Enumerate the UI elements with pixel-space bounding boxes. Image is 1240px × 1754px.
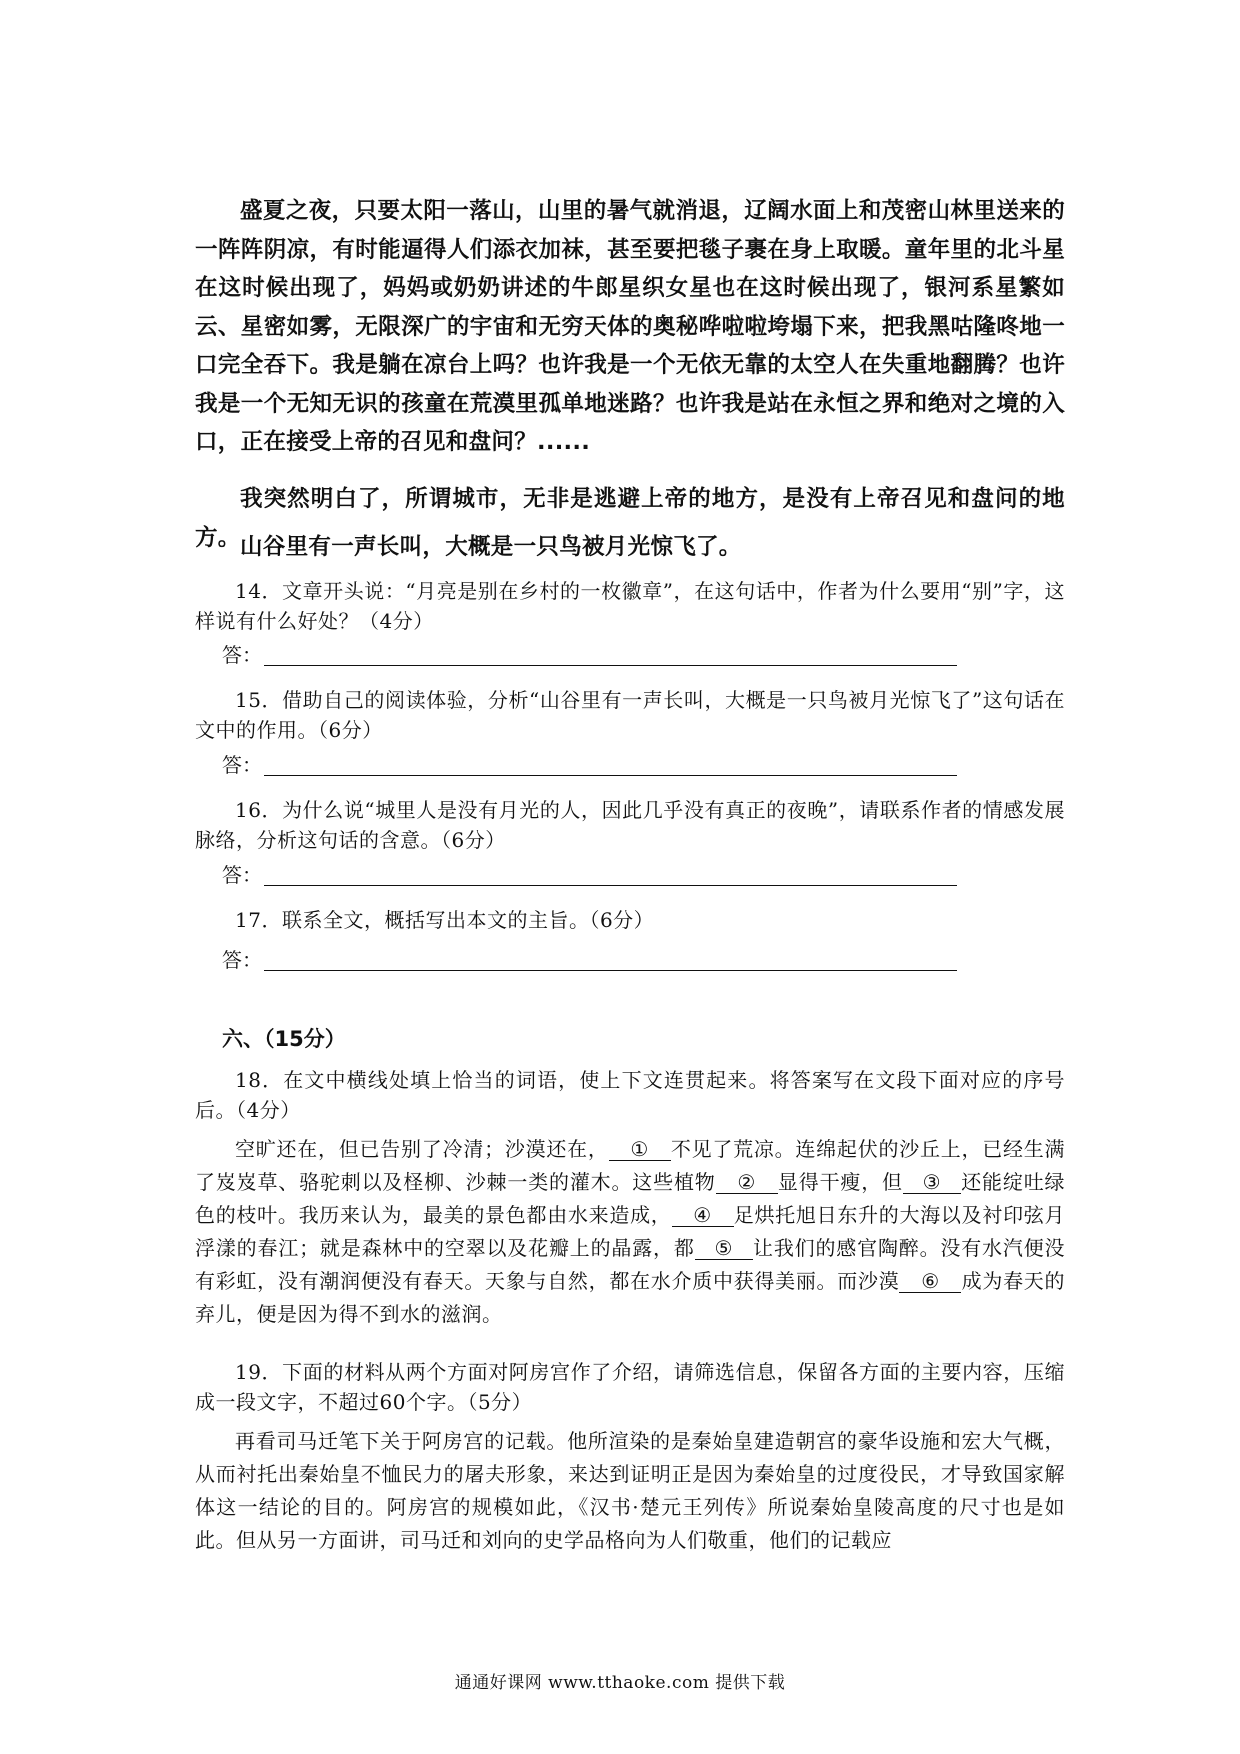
blank-3[interactable]: ③ xyxy=(903,1171,961,1194)
answer-label: 答： xyxy=(222,948,262,972)
question-19-material: 再看司马迁笔下关于阿房宫的记载。他所渲染的是秦始皇建造朝宫的豪华设施和宏大气概，从而衬托出秦始皇不恤民力的屠夫形象，来达到证明正是因为秦始皇的过度役民，才导致国家解体这一结论的目的。阿房宫的规模如此，《汉书·楚元王列传》所说秦始皇陵高度的尺寸也是如此。但从另一方面讲，司马迁和刘向的史学品格向为人们敬重，他们的记载应 xyxy=(195,1429,1065,1552)
question-16: 16．为什么说“城里人是没有月光的人，因此几乎没有真正的夜晚”，请联系作者的情感发展脉络，分析这句话的含意。（6分） xyxy=(195,798,1065,852)
answer-line-16[interactable] xyxy=(222,860,957,890)
question-14: 14．文章开头说：“月亮是别在乡村的一枚徽章”，在这句话中，作者为什么要用“别”字，这样说有什么好处？（4分） xyxy=(195,579,1065,633)
question-19: 19．下面的材料从两个方面对阿房宫作了介绍，请筛选信息，保留各方面的主要内容，压缩成一段文字，不超过60个字。（5分） xyxy=(195,1360,1065,1414)
passage-paragraph-2: 我突然明白了，所谓城市，无非是逃避上帝的地方，是没有上帝召见和盘问的地方。 xyxy=(195,486,1065,551)
blank-2[interactable]: ② xyxy=(716,1171,778,1194)
blank-1[interactable]: ① xyxy=(609,1138,671,1161)
question-18: 18．在文中横线处填上恰当的词语，使上下文连贯起来。将答案写在文段下面对应的序号后。（4分） xyxy=(195,1068,1065,1122)
blank-6[interactable]: ⑥ xyxy=(899,1270,961,1293)
answer-line-15[interactable] xyxy=(222,750,957,780)
answer-line-14[interactable] xyxy=(222,640,957,670)
section-6-heading: 六、（15分） xyxy=(222,1027,346,1051)
blank-5[interactable]: ⑤ xyxy=(695,1237,753,1260)
passage-paragraph-3: 山谷里有一声长叫，大概是一只鸟被月光惊飞了。 xyxy=(240,534,742,560)
footer-download-note: 通通好课网 www.tthaoke.com 提供下载 xyxy=(454,1673,786,1693)
question-17: 17．联系全文，概括写出本文的主旨。（6分） xyxy=(235,908,655,932)
answer-label: 答： xyxy=(222,753,262,777)
answer-label: 答： xyxy=(222,643,262,667)
passage-paragraph-1: 盛夏之夜，只要太阳一落山，山里的暑气就消退，辽阔水面上和茂密山林里送来的一阵阵阴凉，有时能逼得人们添衣加袜，甚至要把毯子裹在身上取暖。童年里的北斗星在这时候出现了，妈妈或奶奶讲述的牛郎星织女星也在这时候出现了，银河系星繁如云、星密如雾，无限深广的宇宙和无穷天体的奥秘哗啦啦垮塌下来，把我黑咕隆咚地一口完全吞下。我是躺在凉台上吗？也许我是一个无依无靠的太空人在失重地翻腾？也许我是一个无知无识的孩童在荒漠里孤单地迷路？也许我是站在永恒之界和绝对之境的入口，正在接受上帝的召见和盘问？...... xyxy=(195,198,1065,455)
question-15: 15．借助自己的阅读体验，分析“山谷里有一声长叫，大概是一只鸟被月光惊飞了”这句话在文中的作用。（6分） xyxy=(195,688,1065,742)
answer-line-17[interactable] xyxy=(222,945,957,975)
answer-label: 答： xyxy=(222,863,262,887)
blank-4[interactable]: ④ xyxy=(672,1204,734,1227)
fill-in-paragraph: 空旷还在，但已告别了冷清；沙漠还在， ① 不见了荒凉。连绵起伏的沙丘上，已经生满了岌岌草、骆驼刺以及柽柳、沙棘一类的灌木。这些植物 ② 显得干瘦，但 ③ 还能绽吐绿色的枝叶。我历来认为，最美的景色都由水来造成， ④ 足烘托旭日东升的大海以及衬印弦月浮漾的春江；就是森林中的空翠以及花瓣上的晶露，都 ⑤ 让我们的感官陶醉。没有水汽便没有彩虹，没有潮润便没有春天。天象与自然，都在水介质中获得美丽。而沙漠 ⑥ 成为春天的弃儿，便是因为得不到水的滋润。 xyxy=(195,1137,1066,1326)
